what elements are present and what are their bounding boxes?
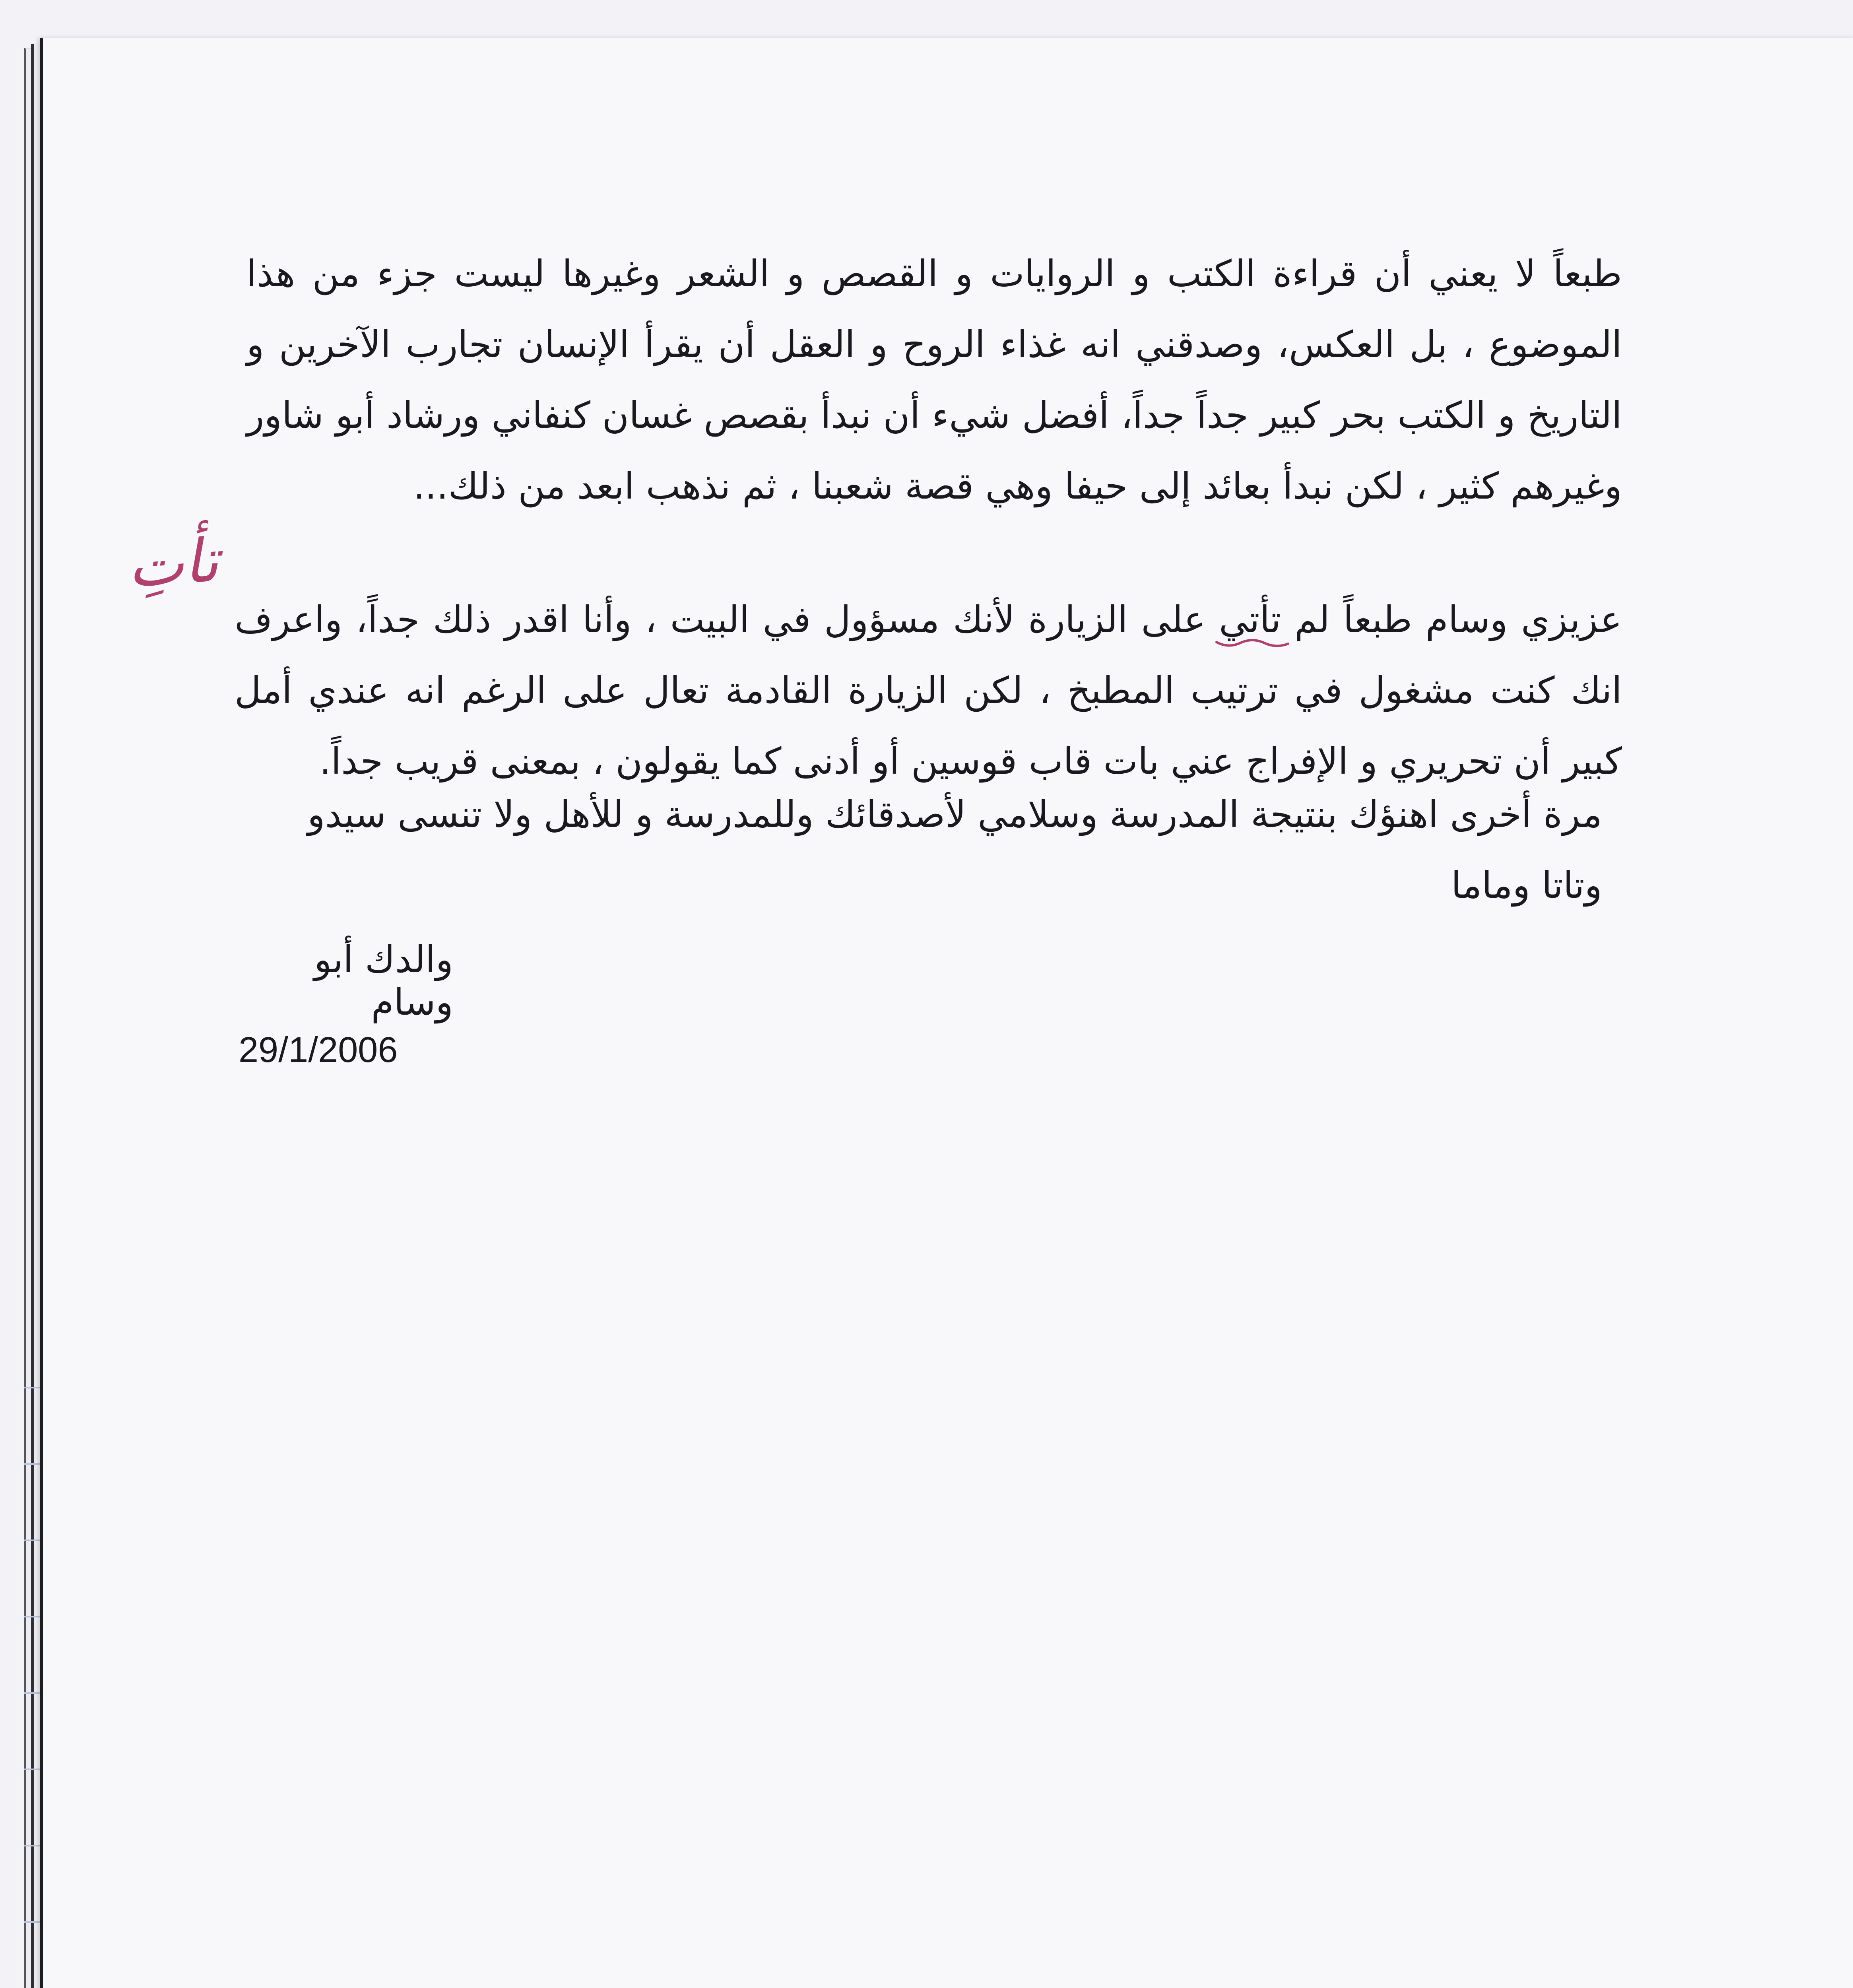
handwritten-correction: تأتِ [125, 526, 221, 601]
letter-paragraph-1 [246, 239, 1622, 522]
letter-date: 29/1/2006 [239, 1030, 398, 1070]
letter-signature: والدك أبو وسام [314, 938, 453, 1023]
paragraph-3-text: مرة أخرى اهنؤك بنتيجة المدرسة وسلامي لأصدقائك وللمدرسة و للأهل ولا تنسى سيدو وتاتا وماما [307, 793, 1602, 907]
letter-paragraph-3 [294, 779, 1602, 921]
paragraph-1-text: طبعاً لا يعني أن قراءة الكتب و الروايات و القصص و الشعر وغيرها ليست جزء من هذا الموضوع ، بل العكس، وصدقني انه غذاء الروح و العقل أن يقرأ الإنسان تجارب الآخرين و التاريخ و الكتب بحر كبير جداً جداً، أفضل شيء أن نبدأ بقصص غسان كنفاني ورشاد أبو شاور وغيرهم كثير ، لكن نبدأ بعائد إلى حيفا وهي قصة شعبنا ، ثم نذهب ابعد من ذلك... [246, 252, 1622, 507]
letter-paragraph-2 [235, 584, 1622, 797]
paragraph-2-text: عزيزي وسام طبعاً لم تأتي على الزيارة لأنك مسؤول في البيت ، وأنا اقدر ذلك جداً، واعرف انك كنت مشغول في ترتيب المطبخ ، لكن الزيارة القادمة تعال على الرغم انه عندي أمل كبير أن تحريري و الإفراج عني بات قاب قوسين أو أدنى كما يقولون ، بمعنى قريب جداً. [235, 598, 1622, 782]
